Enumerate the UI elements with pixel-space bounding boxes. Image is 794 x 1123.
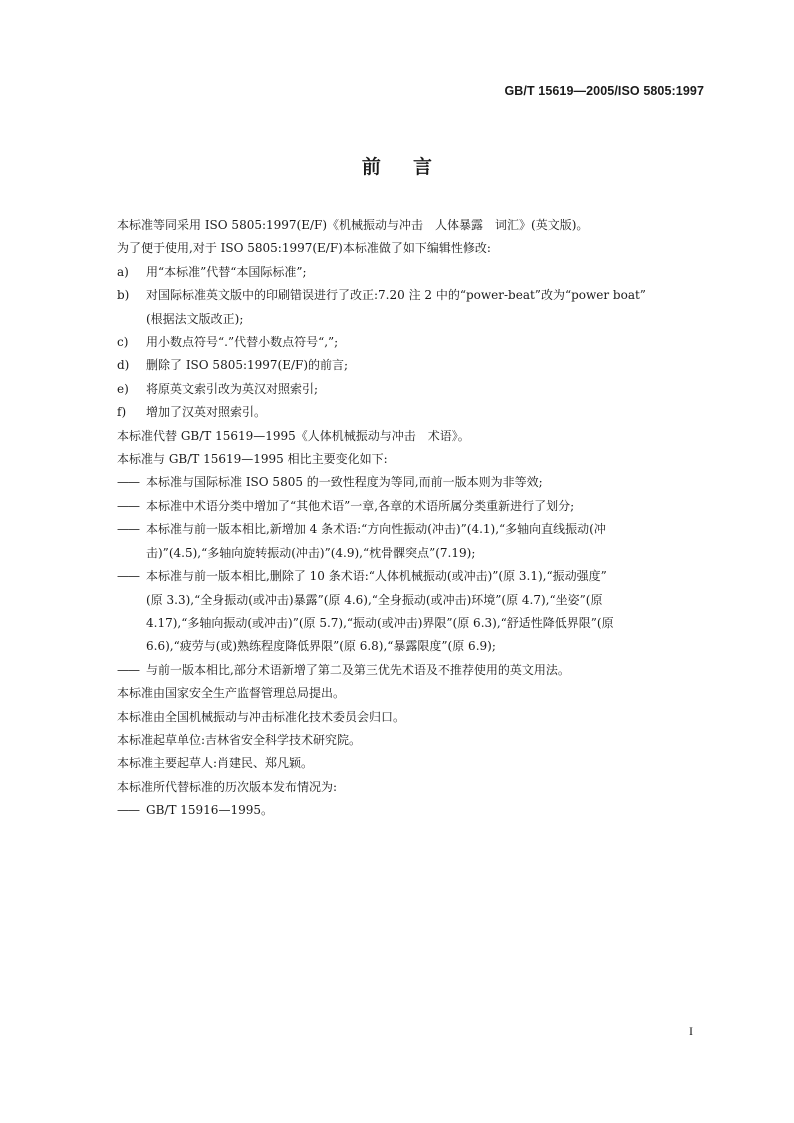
closing-paragraph: 本标准主要起草人:肖建民、郑凡颖。 [117, 756, 314, 771]
change-text: 6.6),“疲劳与(或)熟练程度降低界限”(原 6.8),“暴露限度”(原 6.9); [146, 639, 496, 654]
dash-label: —— [117, 475, 139, 490]
closing-paragraph: 本标准由国家安全生产监督管理总局提出。 [117, 686, 346, 701]
change-text: 本标准与前一版本相比,新增加 4 条术语:“方向性振动(冲击)”(4.1),“多轴向直线振动(冲 [146, 522, 606, 537]
title-char-2: 言 [413, 156, 433, 178]
list-label: b) [117, 288, 130, 303]
change-item [117, 518, 705, 565]
intro-paragraph: 为了便于使用,对于 ISO 5805:1997(E/F)本标准做了如下编辑性修改: [117, 241, 491, 256]
change-text: 与前一版本相比,部分术语新增了第二及第三优先术语及不推荐使用的英文用法。 [146, 662, 570, 677]
dash-label: —— [117, 522, 139, 537]
list-label: e) [117, 381, 129, 396]
closing-paragraph: 本标准由全国机械振动与冲击标准化技术委员会归口。 [117, 709, 406, 724]
foreword-body [117, 214, 705, 823]
page-number: I [689, 1024, 693, 1038]
list-item-text: 用“本标准”代替“本国际标准”; [146, 264, 307, 279]
history-text: GB/T 15916—1995。 [146, 803, 273, 818]
list-label: a) [117, 264, 129, 279]
change-item [117, 495, 705, 518]
change-text: 本标准与前一版本相比,删除了 10 条术语:“人体机械振动(或冲击)”(原 3.1),“振动强度” [146, 569, 607, 584]
title-char-1: 前 [361, 156, 381, 178]
edit-item-b [117, 284, 705, 331]
list-label: f) [117, 405, 127, 420]
change-text: 本标准中术语分类中增加了“其他术语”一章,各章的术语所属分类重新进行了划分; [146, 498, 575, 513]
list-item-text: 将原英文索引改为英汉对照索引; [146, 381, 319, 396]
list-item-text: 对国际标准英文版中的印刷错误进行了改正:7.20 注 2 中的“power-beat”改为“power boat” [146, 288, 646, 303]
list-item-text: 删除了 ISO 5805:1997(E/F)的前言; [146, 358, 349, 373]
edit-item-e [117, 378, 705, 401]
intro-paragraph: 本标准等同采用 ISO 5805:1997(E/F)《机械振动与冲击 人体暴露 词汇》(英文版)。 [117, 218, 589, 232]
change-text: 本标准与国际标准 ISO 5805 的一致性程度为等同,而前一版本则为非等效; [146, 475, 543, 490]
change-item [117, 471, 705, 494]
standard-number: GB/T 15619—2005/ISO 5805:1997 [504, 84, 704, 98]
change-text: 击)”(4.5),“多轴向旋转振动(冲击)”(4.9),“枕骨髁突点”(7.19); [146, 545, 476, 560]
list-item-text: 增加了汉英对照索引。 [146, 405, 267, 420]
list-item-text: (根据法文版改正); [146, 311, 244, 326]
edit-item-c [117, 331, 705, 354]
change-item [117, 659, 705, 682]
closing-paragraph: 本标准所代替标准的历次版本发布情况为: [117, 779, 338, 794]
edit-item-f [117, 401, 705, 424]
history-item [117, 799, 705, 822]
edit-item-a [117, 261, 705, 284]
dash-label: —— [117, 803, 139, 818]
change-text: (原 3.3),“全身振动(或冲击)暴露”(原 4.6),“全身振动(或冲击)环境”(原 4.7),“坐姿”(原 [146, 592, 603, 607]
list-label: d) [117, 358, 130, 373]
dash-label: —— [117, 569, 139, 584]
change-item [117, 565, 705, 659]
changes-intro: 本标准与 GB/T 15619—1995 相比主要变化如下: [117, 452, 388, 467]
list-item-text: 用小数点符号“.”代替小数点符号“,”; [146, 335, 339, 350]
change-text: 4.17),“多轴向振动(或冲击)”(原 5.7),“振动(或冲击)界限”(原 6.3),“舒适性降低界限”(原 [146, 615, 614, 630]
replace-statement: 本标准代替 GB/T 15619—1995《人体机械振动与冲击 术语》。 [117, 428, 470, 443]
dash-label: —— [117, 498, 139, 513]
dash-label: —— [117, 662, 139, 677]
page-title [0, 152, 794, 179]
edit-item-d [117, 354, 705, 377]
closing-paragraph: 本标准起草单位:吉林省安全科学技术研究院。 [117, 732, 362, 747]
list-label: c) [117, 335, 129, 350]
